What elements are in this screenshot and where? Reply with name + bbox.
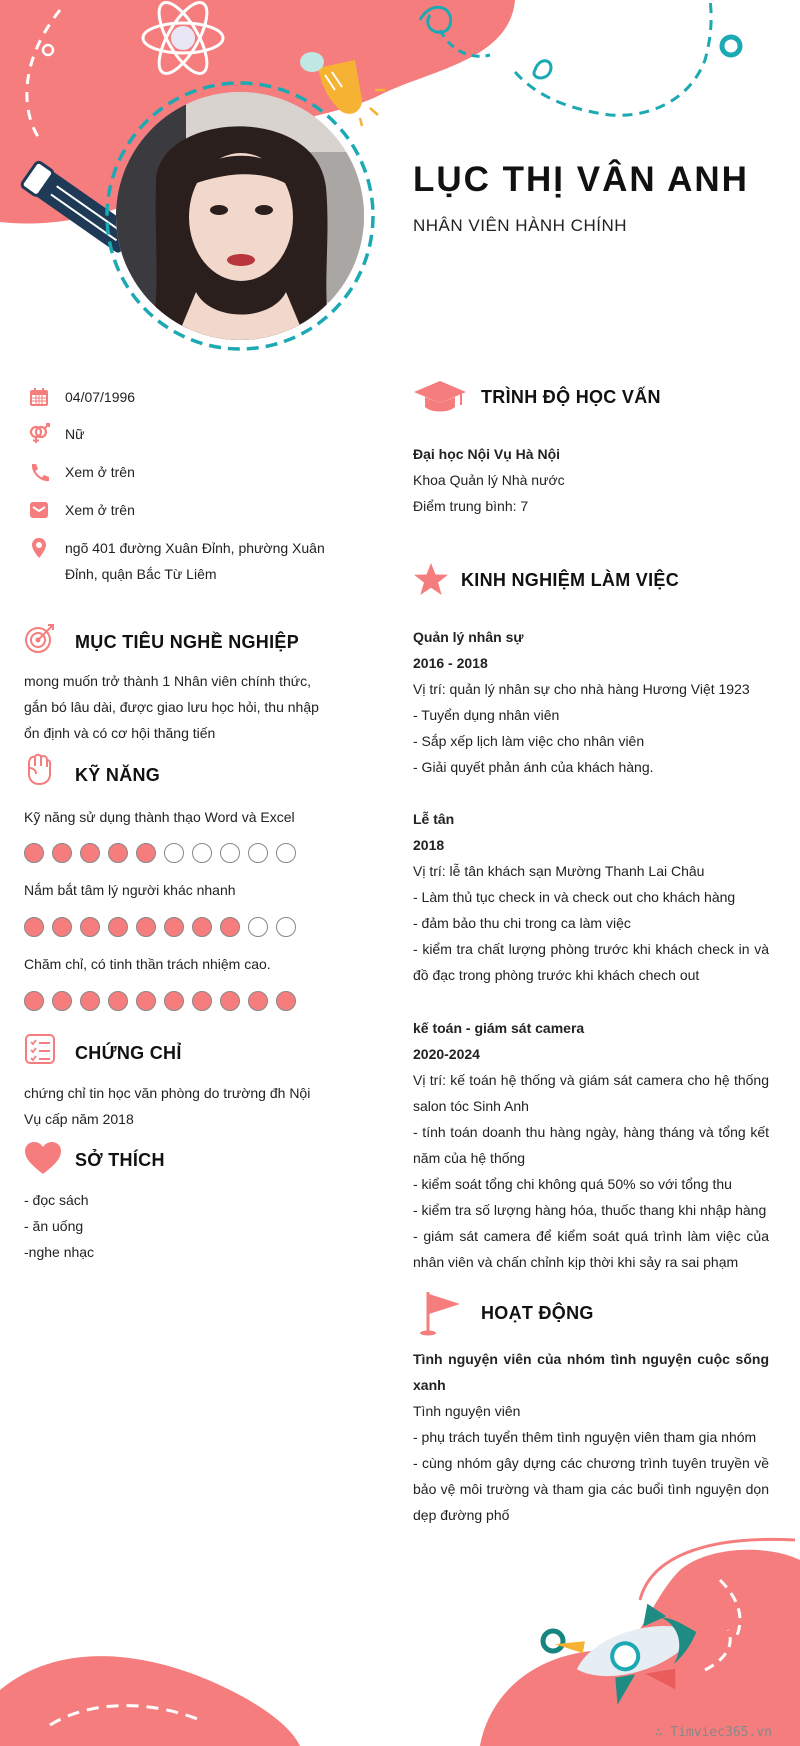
skill-label: Kỹ năng sử dụng thành thạo Word và Excel <box>24 809 295 825</box>
job-line: - Sắp xếp lịch làm việc cho nhân viên <box>413 733 645 749</box>
job-period: 2016 - 2018 <box>413 655 488 671</box>
rating-dot-filled <box>24 917 44 937</box>
rating-dot-empty <box>164 843 184 863</box>
certificates-title: CHỨNG CHỈ <box>75 1043 182 1063</box>
email-icon <box>28 499 50 521</box>
job-period: 2020-2024 <box>413 1046 480 1062</box>
phone-icon <box>28 461 50 483</box>
job-line: - đảm bảo thu chi trong ca làm việc <box>413 915 631 931</box>
activity-line: - phụ trách tuyển thêm tình nguyện viên tham gia nhóm <box>413 1429 757 1445</box>
experience-title: KINH NGHIỆM LÀM VIỆC <box>461 570 680 590</box>
job-line: - kiểm tra số lượng hàng hóa, thuốc thang khi nhập hàng <box>413 1202 767 1218</box>
objective-text: mong muốn trở thành 1 Nhân viên chính thức, gắn bó lâu dài, được giao lưu học hỏi, thu nhập ổn định và có cơ hội thăng tiến <box>24 673 319 741</box>
school-name: Đại học Nội Vụ Hà Nội <box>413 446 561 462</box>
objective-title: MỤC TIÊU NGHỀ NGHIỆP <box>75 632 300 652</box>
rating-dot-filled <box>108 991 128 1011</box>
rating-dot-filled <box>192 991 212 1011</box>
rating-dot-empty <box>276 917 296 937</box>
hobby-item: -nghe nhạc <box>24 1244 95 1260</box>
gender-icon <box>28 423 50 445</box>
contact-text: 04/07/1996 <box>65 389 136 405</box>
skills-title: KỸ NĂNG <box>75 765 161 785</box>
rating-dot-filled <box>220 991 240 1011</box>
rating-dot-empty <box>220 843 240 863</box>
rating-dot-filled <box>164 917 184 937</box>
hobbies-list <box>24 1187 320 1265</box>
candidate-name: LỤC THỊ VÂN ANH <box>413 160 749 199</box>
activity-org: Tình nguyện viên của nhóm tình nguyện cuộc sống xanh <box>413 1351 769 1393</box>
rating-dot-filled <box>52 917 72 937</box>
job-period: 2018 <box>413 837 445 853</box>
profile-photo <box>116 92 364 340</box>
skill-label: Chăm chỉ, có tinh thần trách nhiệm cao. <box>24 956 271 972</box>
job-line: Vị trí: kế toán hệ thống và giám sát camera cho hệ thống salon tóc Sinh Anh <box>413 1072 769 1114</box>
job-line: - giám sát camera để kiểm soát quá trình làm việc của nhân viên và chấn chỉnh kịp thời khi sảy ra sai phạm <box>413 1228 769 1270</box>
job-name: Lễ tân <box>413 811 455 827</box>
rating-dot-empty <box>248 843 268 863</box>
graduation-cap-icon <box>413 379 467 415</box>
job-line: - Tuyển dụng nhân viên <box>413 707 560 723</box>
rating-dot-filled <box>108 917 128 937</box>
rating-dot-filled <box>80 917 100 937</box>
contact-text: Nữ <box>65 426 85 442</box>
activity-line: Tình nguyện viên <box>413 1403 521 1419</box>
rating-dot-filled <box>248 991 268 1011</box>
job-title: NHÂN VIÊN HÀNH CHÍNH <box>413 216 628 235</box>
rating-dot-filled <box>52 843 72 863</box>
education-line: Khoa Quản lý Nhà nước <box>413 472 565 488</box>
target-icon <box>24 622 56 654</box>
education-line: Điểm trung bình: 7 <box>413 498 529 514</box>
job-line: - tính toán doanh thu hàng ngày, hàng tháng và tổng kết năm của hệ thống <box>413 1124 769 1166</box>
skill-rating <box>24 917 296 937</box>
activity-line: - cùng nhóm gây dựng các chương trình tuyên truyền về bảo vệ môi trường và tham gia các buổi tình nguyện dọn dẹp đường phố <box>413 1455 769 1523</box>
rating-dot-filled <box>136 917 156 937</box>
flag-icon <box>420 1290 464 1336</box>
rating-dot-empty <box>276 843 296 863</box>
rating-dot-empty <box>248 917 268 937</box>
job-entry <box>413 1015 769 1275</box>
checklist-icon <box>24 1033 56 1065</box>
job-line: Vị trí: quản lý nhân sự cho nhà hàng Hương Việt 1923 <box>413 681 750 697</box>
job-line: - Làm thủ tục check in và check out cho khách hàng <box>413 889 736 905</box>
contact-text: Xem ở trên <box>65 502 135 518</box>
skill-label: Nắm bắt tâm lý người khác nhanh <box>24 882 236 898</box>
certificates-text: chứng chỉ tin học văn phòng do trường đh Nội Vụ cấp năm 2018 <box>24 1085 311 1127</box>
education-block <box>413 441 769 519</box>
hobby-item: - đọc sách <box>24 1192 89 1208</box>
job-line: - kiểm tra chất lượng phòng trước khi khách check in và đồ đạc trong phòng trước khi khách chech out <box>413 941 769 983</box>
rating-dot-filled <box>276 991 296 1011</box>
fist-icon <box>24 752 52 786</box>
rating-dot-filled <box>136 843 156 863</box>
job-line: Vị trí: lễ tân khách sạn Mường Thanh Lai Châu <box>413 863 705 879</box>
activities-title: HOẠT ĐỘNG <box>481 1303 594 1323</box>
job-name: kế toán - giám sát camera <box>413 1020 585 1036</box>
job-entry <box>413 624 769 780</box>
rating-dot-filled <box>80 843 100 863</box>
education-title: TRÌNH ĐỘ HỌC VẤN <box>481 387 661 407</box>
job-name: Quản lý nhân sự <box>413 629 524 645</box>
rating-dot-filled <box>164 991 184 1011</box>
skill-rating <box>24 843 296 863</box>
rating-dot-filled <box>192 917 212 937</box>
rating-dot-filled <box>136 991 156 1011</box>
rating-dot-filled <box>80 991 100 1011</box>
watermark: ∴ Timviec365.vn <box>654 1725 772 1740</box>
calendar-icon <box>28 386 50 408</box>
rating-dot-filled <box>52 991 72 1011</box>
activity-entry <box>413 1346 769 1528</box>
skill-rating <box>24 991 296 1011</box>
rating-dot-filled <box>24 991 44 1011</box>
heart-icon <box>24 1141 62 1175</box>
rating-dot-empty <box>192 843 212 863</box>
hobbies-title: SỞ THÍCH <box>75 1150 165 1170</box>
star-icon <box>413 562 449 596</box>
rating-dot-filled <box>108 843 128 863</box>
location-icon <box>28 537 50 559</box>
contact-text: Xem ở trên <box>65 464 135 480</box>
contact-text: ngõ 401 đường Xuân Đỉnh, phường Xuân Đỉnh, quận Bắc Từ Liêm <box>65 540 325 582</box>
job-entry <box>413 806 769 988</box>
rating-dot-filled <box>220 917 240 937</box>
portrait-image <box>116 92 364 340</box>
hobby-item: - ăn uống <box>24 1218 84 1234</box>
rating-dot-filled <box>24 843 44 863</box>
job-line: - kiểm soát tổng chi không quá 50% so với tổng thu <box>413 1176 732 1192</box>
job-line: - Giải quyết phản ánh của khách hàng. <box>413 759 654 775</box>
